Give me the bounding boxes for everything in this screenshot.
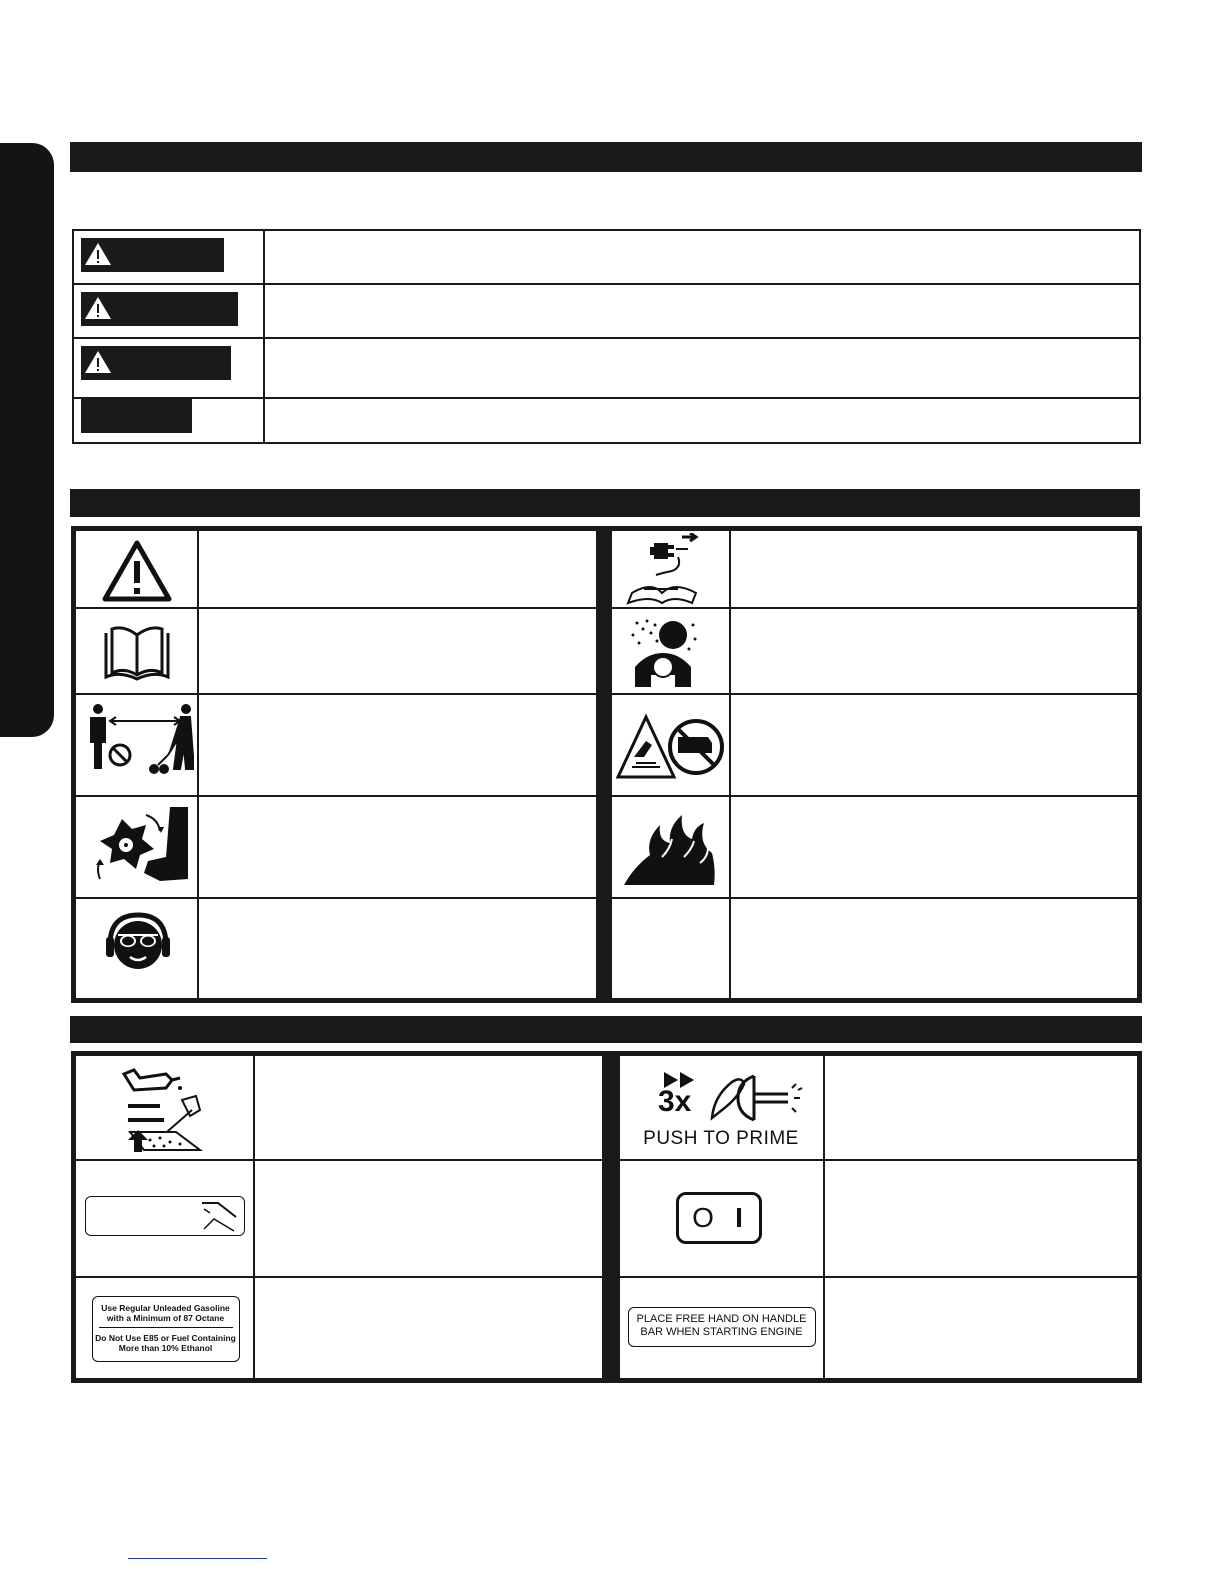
footer-link-underline [128, 1558, 267, 1559]
handle-line-2: BAR WHEN STARTING ENGINE [640, 1326, 803, 1338]
hand-on-handle-decal [628, 1307, 816, 1347]
signal-label-notice [81, 399, 192, 433]
signal-row-caution [74, 339, 1139, 399]
prime-count: 3x [658, 1085, 692, 1118]
read-manual-icon [100, 623, 174, 685]
section-header-bar-decals [70, 1016, 1142, 1043]
safety-alert-icon [101, 539, 173, 603]
oil-check-icon [120, 1066, 208, 1156]
on-off-switch-decal [676, 1192, 762, 1244]
rotating-blade-foot-icon [84, 803, 194, 891]
throttle-decal [85, 1196, 245, 1236]
throttle-lever-icon [200, 1199, 240, 1233]
signal-row-warning [74, 285, 1139, 339]
switch-on-symbol: I [735, 1202, 743, 1233]
signal-label-caution [81, 346, 231, 380]
operation-decals-grid [71, 1051, 1142, 1383]
side-section-tab [0, 143, 54, 737]
signal-word-table [72, 229, 1141, 444]
fuel-line-1: Use Regular Unleaded Gasoline [101, 1303, 230, 1313]
warning-triangle-icon [83, 241, 113, 267]
signal-row-notice [74, 399, 1139, 444]
primer-decal [636, 1068, 806, 1154]
warning-triangle-icon [83, 295, 113, 321]
fuel-line-4: More than 10% Ethanol [118, 1343, 213, 1353]
signal-label-danger [81, 238, 224, 272]
fuel-decal-divider [99, 1327, 233, 1328]
safety-symbols-grid [71, 526, 1142, 1003]
grid2-center-divider [602, 1056, 620, 1378]
switch-off-symbol: O [692, 1202, 714, 1233]
handle-line-1: PLACE FREE HAND ON HANDLE [636, 1313, 807, 1325]
eye-ear-protection-icon [104, 907, 172, 977]
grid-center-divider [596, 531, 612, 998]
section-header-bar-symbols [70, 489, 1140, 517]
fuel-requirement-decal [92, 1296, 240, 1362]
fuel-line-3: Do Not Use E85 or Fuel Containing [95, 1333, 236, 1343]
fire-hazard-icon [622, 813, 718, 887]
spark-plug-manual-icon [616, 533, 708, 605]
primer-bulb-icon [708, 1072, 808, 1124]
section-header-bar-safety-alerts [70, 142, 1142, 172]
signal-row-danger [74, 231, 1139, 285]
push-to-prime-label: PUSH TO PRIME [643, 1128, 799, 1149]
hand-cut-hazard-icon [616, 711, 724, 785]
signal-label-warning [81, 292, 238, 326]
warning-triangle-icon [83, 349, 113, 375]
fuel-line-2: with a Minimum of 87 Octane [106, 1313, 225, 1323]
keep-bystanders-away-icon [84, 699, 194, 779]
flying-debris-icon [627, 615, 699, 687]
